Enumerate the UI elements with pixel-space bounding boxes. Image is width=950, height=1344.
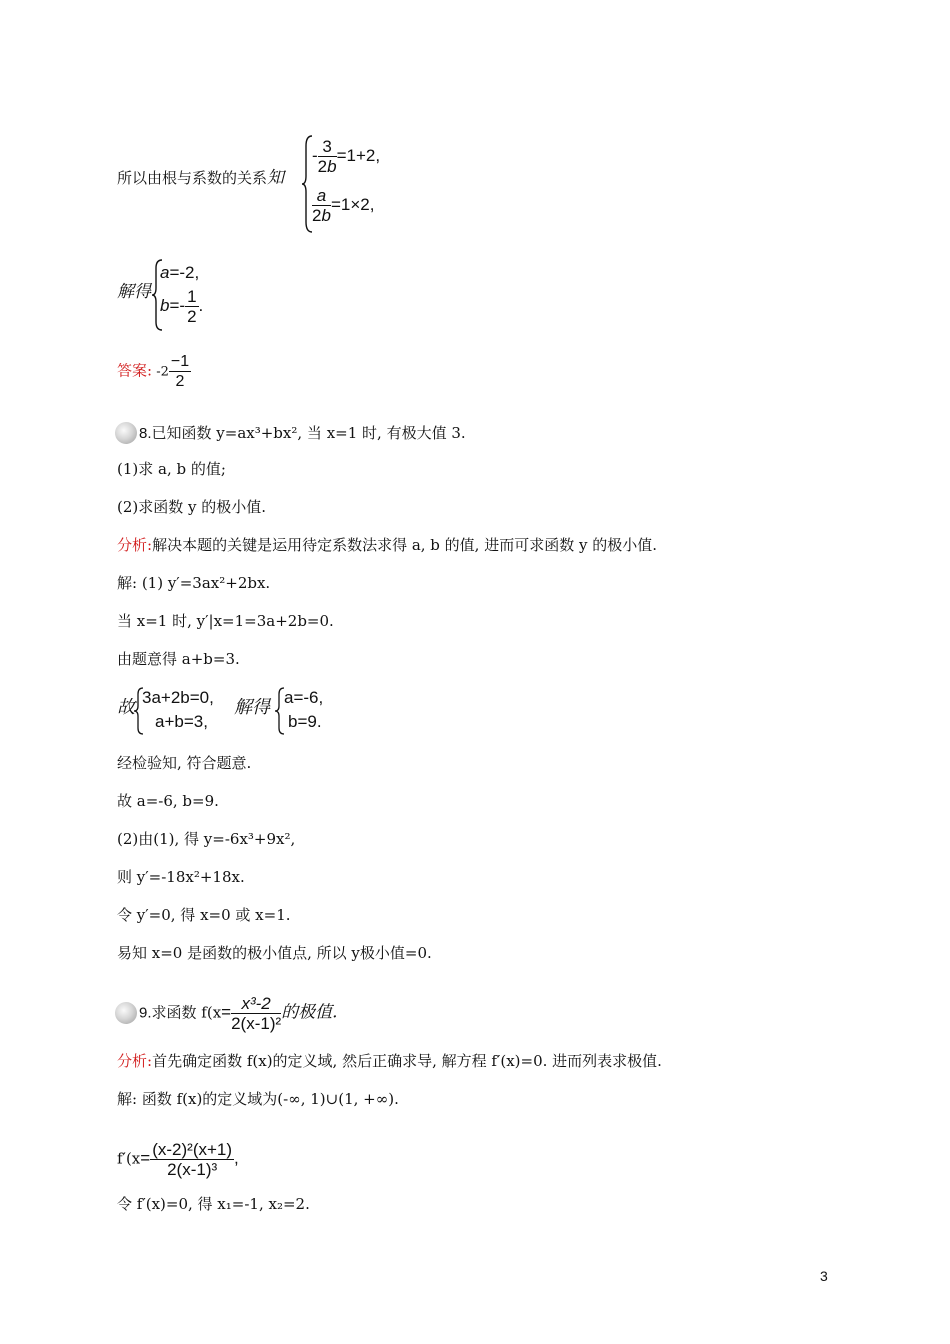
- q9-frac-num: x³-2: [231, 994, 281, 1014]
- q8-sys2-line2: b=9.: [288, 712, 322, 731]
- q9-deriv-num: (x-2)²(x+1): [152, 1140, 233, 1159]
- q8-sub1: (1)求 a, b 的值;: [117, 460, 226, 478]
- q9-deriv-pre: f′(x: [117, 1149, 141, 1168]
- system-eq-1: [312, 137, 380, 176]
- answer-label: 答案:: [117, 361, 153, 380]
- solve-b-var: b: [160, 295, 170, 315]
- q8-bullet-icon: [115, 422, 137, 444]
- solve-eq-b: [160, 287, 203, 326]
- eq1-minus: -: [312, 145, 318, 165]
- q8-step-6: (2)由(1), 得 y=-6x³+9x²,: [117, 830, 296, 848]
- eq2-den-var: b: [321, 206, 331, 225]
- q9-derivative: [117, 1140, 239, 1179]
- answer-line: [117, 352, 191, 391]
- q8-sys2-line1: a=-6,: [284, 688, 324, 707]
- q9-title: [115, 994, 338, 1033]
- root-relation-zhi: 知: [267, 168, 285, 188]
- q9-deriv-den: 2(x-1)³: [167, 1160, 218, 1179]
- solve-b-end: .: [198, 295, 204, 315]
- q8-sys1-line2: a+b=3,: [155, 712, 208, 731]
- answer-frac-num: −1: [170, 353, 190, 370]
- q8-step-3: 由题意得 a+b=3.: [117, 650, 240, 668]
- solve-b-mid: =-: [169, 295, 186, 315]
- eq1-den-var: b: [327, 157, 337, 176]
- eq2-numerator: a: [316, 186, 327, 205]
- q9-deriv-equals: =: [140, 1148, 151, 1168]
- q8-sys-label-2: 解得: [234, 697, 270, 718]
- page-number: 3: [820, 1268, 828, 1284]
- answer-frac-den: 2: [175, 373, 185, 390]
- solve-b-num: 1: [187, 287, 197, 306]
- q9-deriv-post: ,: [234, 1148, 239, 1168]
- eq1-numerator: 3: [318, 137, 337, 157]
- q8-step-2: 当 x=1 时, y′|x=1=3a+2b=0.: [117, 612, 334, 630]
- q9-number: 9.: [139, 1004, 152, 1022]
- q8-number: 8.: [139, 425, 152, 442]
- q8-sub2: (2)求函数 y 的极小值.: [117, 498, 267, 516]
- q9-step-2: 令 f′(x)=0, 得 x₁=-1, x₂=2.: [117, 1195, 310, 1213]
- solve-a-rhs: =-2,: [169, 263, 200, 282]
- answer-value: -2: [152, 364, 169, 380]
- solve-eq-a: [160, 263, 199, 283]
- solve-a-var: a: [160, 263, 170, 282]
- q8-analysis: [117, 535, 657, 555]
- q9-frac-den: 2(x-1)²: [231, 1014, 282, 1033]
- system-eq-2: [312, 186, 374, 225]
- eq1-fraction: [318, 137, 337, 176]
- eq2-den-num: 2: [312, 206, 322, 225]
- root-relation-line: [117, 168, 284, 188]
- q8-step-8: 令 y′=0, 得 x=0 或 x=1.: [117, 906, 291, 924]
- q8-sys-label-1: 故: [117, 697, 135, 718]
- q8-step-5: 故 a=-6, b=9.: [117, 792, 219, 810]
- q9-bullet-icon: [115, 1002, 137, 1024]
- eq1-den-num: 2: [317, 157, 328, 176]
- eq1-rhs: =1+2,: [336, 145, 381, 165]
- q9-fraction: [231, 994, 281, 1033]
- q8-title: [115, 422, 466, 444]
- solve-label: [117, 282, 151, 302]
- q9-deriv-fraction: [150, 1140, 234, 1179]
- eq2-rhs: =1×2,: [330, 194, 375, 214]
- q8-sys1-line1: 3a+2b=0,: [142, 688, 214, 707]
- q9-equals: =: [221, 1002, 232, 1022]
- q9-text-pre: 求函数 f(x: [151, 1003, 222, 1022]
- answer-fraction: [169, 352, 191, 391]
- q8-step-4: 经检验知, 符合题意.: [117, 754, 252, 772]
- q8-step-9: 易知 x=0 是函数的极小值点, 所以 y极小值=0.: [117, 944, 432, 962]
- q8-text: 已知函数 y=ax³+bx², 当 x=1 时, 有极大值 3.: [151, 424, 466, 442]
- q9-analysis: [117, 1051, 662, 1071]
- q9-analysis-text: 首先确定函数 f(x)的定义域, 然后正确求导, 解方程 f′(x)=0. 进而列表求极值.: [152, 1052, 662, 1070]
- q9-step-1: 解: 函数 f(x)的定义域为(-∞, 1)∪(1, +∞).: [117, 1090, 399, 1108]
- eq2-fraction: [312, 186, 331, 225]
- q8-analysis-text: 解决本题的关键是运用待定系数法求得 a, b 的值, 进而可求函数 y 的极小值.: [152, 536, 657, 554]
- q8-step-1: 解: (1) y′=3ax²+2bx.: [117, 574, 271, 592]
- q9-text-post: 的极值.: [281, 1002, 338, 1023]
- root-relation-text: 所以由根与系数的关系: [117, 169, 268, 187]
- q8-sys-label-2-wrap: [234, 698, 270, 718]
- q8-step-7: 则 y′=-18x²+18x.: [117, 868, 245, 886]
- solve-b-den: 2: [187, 307, 197, 326]
- q9-analysis-label: 分析:: [117, 1052, 153, 1070]
- solve-b-fraction: [185, 287, 198, 326]
- solve-label-text: 解得: [117, 282, 151, 302]
- q8-analysis-label: 分析:: [117, 536, 153, 554]
